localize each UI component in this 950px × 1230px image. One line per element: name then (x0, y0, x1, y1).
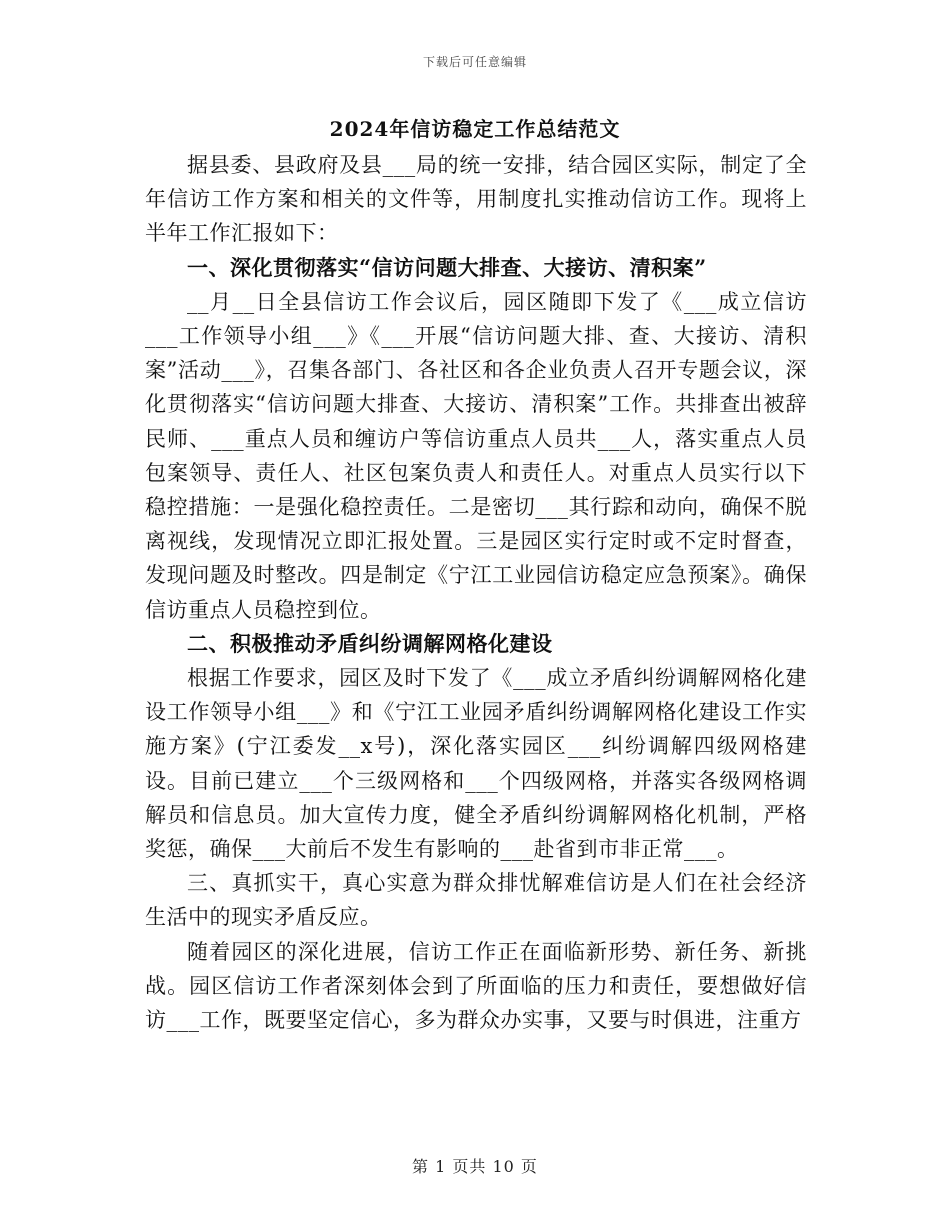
document-body (145, 148, 807, 1037)
page-number-footer: 第 1 页共 10 页 (412, 1157, 538, 1176)
section-2-heading: 二、积极推动矛盾纠纷调解网格化建设 (187, 630, 553, 656)
section-1-paragraph: __月__日全县信访工作会议后，园区随即下发了《___成立信访___工作领导小组___》《___开展“信访问题大排、查、大接访、清积案”活动___》，召集各部门、各社区和各企业负责人召开专题会议，深化贯彻落实“信访问题大排查、大接访、清积案”工作。共排查出被辞民师、___重点人员和缠访户等信访重点人员共___人，落实重点人员包案领导、责任人、社区包案负责人和责任人。对重点人员实行以下稳控措施：一是强化稳控责任。二是密切___其行踪和动向，确保不脱离视线，发现情况立即汇报处置。三是园区实行定时或不定时督查，发现问题及时整改。四是制定《宁江工业园信访稳定应急预案》。确保信访重点人员稳控到位。 (145, 289, 807, 622)
page-header-note: 下载后可任意编辑 (422, 55, 527, 69)
closing-paragraph: 随着园区的深化进展，信访工作正在面临新形势、新任务、新挑战。园区信访工作者深刻体会到了所面临的压力和责任，要想做好信访___工作，既要坚定信心，多为群众办实事，又要与时俱进，注重方 (145, 939, 807, 1033)
document-title: 2024年信访稳定工作总结范文 (329, 117, 621, 141)
intro-paragraph: 据县委、县政府及县___局的统一安排，结合园区实际，制定了全年信访工作方案和相关的文件等，用制度扎实推动信访工作。现将上半年工作汇报如下： (145, 153, 807, 246)
section-2-paragraph: 根据工作要求，园区及时下发了《___成立矛盾纠纷调解网格化建设工作领导小组___》和《宁江工业园矛盾纠纷调解网格化建设工作实施方案》(宁江委发__x号)，深化落实园区___纠纷调解四级网格建设。目前已建立___个三级网格和___个四级网格，并落实各级网格调解员和信息员。加大宣传力度，健全矛盾纠纷调解网格化机制，严格奖惩，确保___大前后不发生有影响的___赴省到市非正常___。 (145, 666, 807, 862)
section-1-heading: 一、深化贯彻落实“信访问题大排查、大接访、清积案” (187, 254, 707, 280)
section-3-paragraph: 三、真抓实干，真心实意为群众排忧解难信访是人们在社会经济生活中的现实矛盾反应。 (145, 871, 807, 930)
